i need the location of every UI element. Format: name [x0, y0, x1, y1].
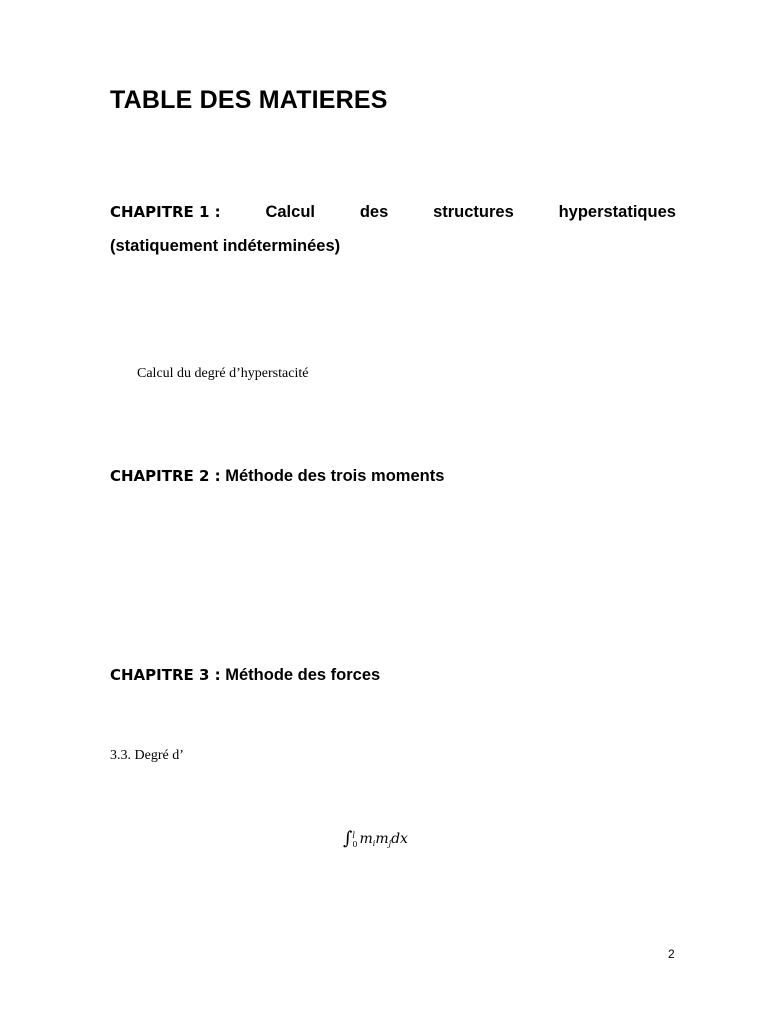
- chapter-2-heading: [110, 467, 444, 486]
- chapter-1-word: structures: [433, 203, 514, 221]
- chapter-1-heading-continuation: (statiquement indéterminées): [110, 237, 341, 255]
- chapter-1-word: hyperstatiques: [558, 203, 676, 221]
- formula-m-i: [359, 831, 375, 848]
- chapter-3-label: CHAPITRE 3 :: [110, 666, 221, 684]
- formula-dx: dx: [391, 831, 408, 847]
- formula-m: m: [359, 830, 373, 847]
- integral-lower-limit: 0: [352, 840, 358, 849]
- integral-sign: ∫: [343, 828, 353, 849]
- chapter-2-title: Méthode des trois moments: [225, 467, 445, 485]
- section-3-3: 3.3. Degré d’: [110, 748, 184, 763]
- formula-subscript-i: i: [372, 838, 376, 848]
- chapter-1-heading: [110, 203, 676, 222]
- section-calcul-degre: Calcul du degré d’hyperstacité: [137, 366, 309, 381]
- chapter-3-heading: [110, 666, 380, 685]
- formula-subscript-j: j: [388, 838, 392, 848]
- chapter-1-label: CHAPITRE 1 :: [110, 203, 221, 221]
- formula-m-j: [372, 830, 392, 848]
- chapter-1-word: Calcul: [265, 203, 315, 221]
- integral-formula: [343, 830, 408, 848]
- integral-upper-limit: l: [352, 831, 355, 840]
- chapter-1-word: des: [359, 203, 389, 221]
- chapter-3-title: Méthode des forces: [225, 666, 381, 684]
- chapter-2-label: CHAPITRE 2 :: [110, 467, 221, 485]
- page-title: TABLE DES MATIERES: [110, 86, 388, 114]
- formula-m: m: [375, 830, 389, 847]
- page-number: 2: [668, 947, 675, 961]
- integral-limits: [352, 831, 357, 849]
